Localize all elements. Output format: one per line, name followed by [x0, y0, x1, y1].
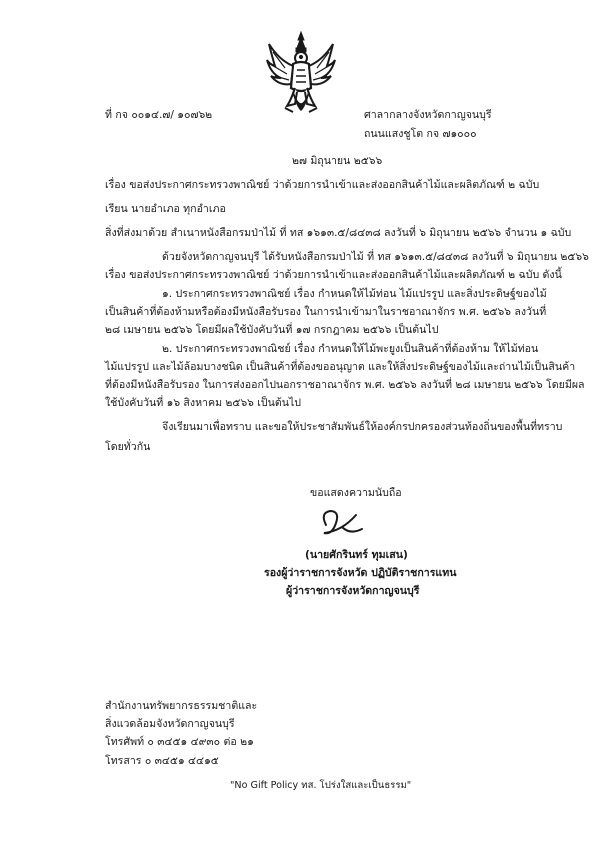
issuing-office-line-2: สิ่งแวดล้อมจังหวัดกาญจนบุรี: [105, 718, 235, 730]
item-2-line-2: ไม้แปรรูป และไม้ล้อมบางชนิด เป็นสินค้าที่ต้องขออนุญาต และให้สิ่งประดิษฐ์ของไม้และถ่านไม้เป็นสินค้า: [105, 361, 576, 373]
item-1-line-3: ๒๘ เมษายน ๒๕๖๖ โดยมีผลใช้บังคับวันที่ ๑๗ กรกฎาคม ๒๕๖๖ เป็นต้นไป: [105, 324, 439, 336]
body-paragraph-1-line-1: ด้วยจังหวัดกาญจนบุรี ได้รับหนังสือกรมป่าไม้ ที่ ทส ๑๖๑๓.๕/๘๔๓๘ ลงวันที่ ๖ มิถุนายน ๒๕๖๖: [162, 251, 589, 263]
signatory-title-1: รองผู้ว่าราชการจังหวัด ปฏิบัติราชการแทน: [264, 567, 457, 579]
office-fax: โทรสาร ๐ ๓๔๕๑ ๔๔๑๕: [105, 755, 219, 767]
closing-line-2: โดยทั่วกัน: [105, 441, 151, 453]
item-2-line-3: ที่ต้องมีหนังสือรับรอง ในการส่งออกไปนอกราชอาณาจักร พ.ศ. ๒๕๖๖ ลงวันที่ ๒๘ เมษายน ๒๕๖๖ โดยมีผล: [105, 379, 585, 391]
attachment-line: สิ่งที่ส่งมาด้วย สำเนาหนังสือกรมป่าไม้ ที่ ทส ๑๖๑๓.๕/๘๔๓๘ ลงวันที่ ๖ มิถุนายน ๒๕๖๖ จำนวน ๑ ฉบับ: [105, 227, 572, 239]
salutation: ขอแสดงความนับถือ: [310, 487, 402, 499]
closing-line-1: จึงเรียนมาเพื่อทราบ และขอให้ประชาสัมพันธ์ให้องค์กรปกครองส่วนท้องถิ่นของพื้นที่ทราบ: [162, 421, 563, 433]
signatory-title-2: ผู้ว่าราชการจังหวัดกาญจนบุรี: [286, 585, 420, 597]
item-2-line-4: ใช้บังคับวันที่ ๑๖ สิงหาคม ๒๕๖๖ เป็นต้นไป: [105, 397, 302, 409]
body-paragraph-1-line-2: เรื่อง ขอส่งประกาศกระทรวงพาณิชย์ ว่าด้วยการนำเข้าและส่งออกสินค้าไม้และผลิตภัณฑ์ ๒ ฉบับ ดังนี้: [105, 269, 562, 281]
document-number: ที่ กจ ๐๐๑๔.๗/ ๑๐๗๖๒: [105, 109, 213, 121]
recipient-line: เรียน นายอำเภอ ทุกอำเภอ: [105, 203, 226, 215]
garuda-emblem-icon: [265, 30, 337, 120]
subject-line: เรื่อง ขอส่งประกาศกระทรวงพาณิชย์ ว่าด้วยการนำเข้าและส่งออกสินค้าไม้และผลิตภัณฑ์ ๒ ฉบับ: [105, 179, 540, 191]
office-phone: โทรศัพท์ ๐ ๓๔๕๑ ๔๙๓๐ ต่อ ๒๑: [105, 736, 254, 748]
no-gift-policy-slogan: "No Gift Policy ทส. โปร่งใสและเป็นธรรม": [230, 780, 412, 791]
item-1-line-2: เป็นสินค้าที่ต้องห้ามหรือต้องมีหนังสือรับรอง ในการนำเข้ามาในราชอาณาจักร พ.ศ. ๒๕๖๖ ลงวันที่: [105, 306, 547, 318]
agency-address-line1: ศาลากลางจังหวัดกาญจนบุรี: [364, 109, 492, 121]
issuing-office-line-1: สำนักงานทรัพยากรธรรมชาติและ: [105, 700, 258, 712]
agency-address-line2: ถนนแสงชูโต กจ ๗๑๐๐๐: [364, 128, 477, 140]
handwritten-signature-icon: [312, 505, 372, 543]
signatory-name: (นายศักรินทร์ ทุมเสน): [305, 549, 408, 561]
document-date: ๒๗ มิถุนายน ๒๕๖๖: [292, 155, 383, 167]
item-2-line-1: ๒. ประกาศกระทรวงพาณิชย์ เรื่อง กำหนดให้ไม้พะยูงเป็นสินค้าที่ต้องห้าม ให้ไม้ท่อน: [162, 343, 539, 355]
item-1-line-1: ๑. ประกาศกระทรวงพาณิชย์ เรื่อง กำหนดให้ไม้ท่อน ไม้แปรรูป และสิ่งประดิษฐ์ของไม้: [162, 288, 547, 300]
